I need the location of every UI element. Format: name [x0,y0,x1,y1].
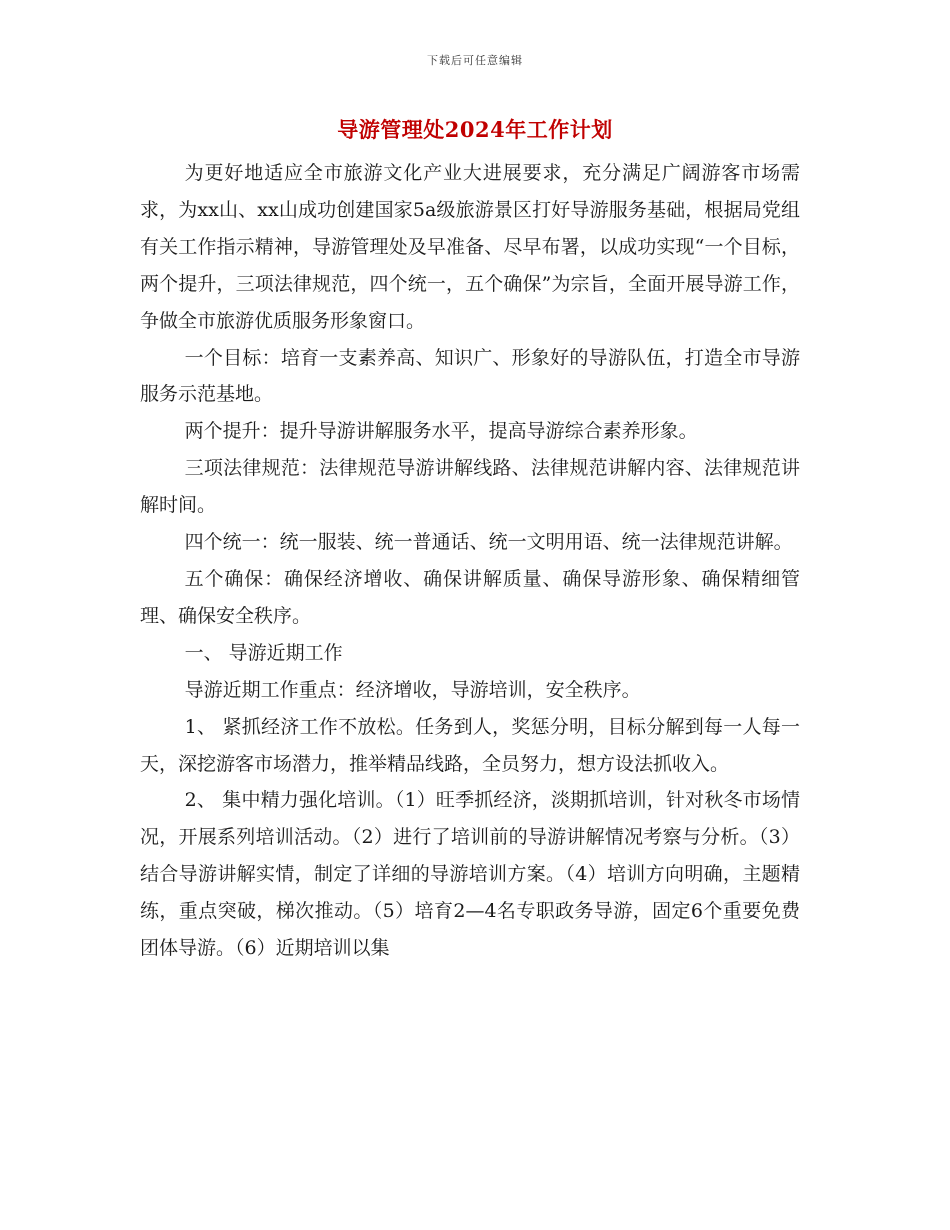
paragraph-one-goal: 一个目标：培育一支素养高、知识广、形象好的导游队伍，打造全市导游服务示范基地。 [140,346,800,406]
paragraph-four-unifications: 四个统一：统一服装、统一普通话、统一文明用语、统一法律规范讲解。 [184,531,793,554]
section-heading-recent-work: 一、 导游近期工作 [184,641,343,664]
paragraph-recent-focus: 导游近期工作重点：经济增收，导游培训，安全秩序。 [184,678,641,701]
document-body [140,155,800,967]
document-title: 导游管理处2024年工作计划 [337,117,613,142]
header-note: 下载后可任意编辑 [427,54,523,67]
paragraph-item-2: 2、 集中精力强化培训。（1）旺季抓经济，淡期抓培训，针对秋冬市场情况，开展系列培训活动。（2）进行了培训前的导游讲解情况考察与分析。（3）结合导游讲解实情，制定了详细的导游培训方案。（4）培训方向明确，主题精练，重点突破，梯次推动。（5）培育2—4名专职政务导游，固定6个重要免费团体导游。（6）近期培训以集 [140,789,800,960]
paragraph-intro: 为更好地适应全市旅游文化产业大进展要求，充分满足广阔游客市场需求，为xx山、xx山成功创建国家5a级旅游景区打好导游服务基础，根据局党组有关工作指示精神，导游管理处及早准备、尽早布署，以成功实现“一个目标，两个提升，三项法律规范，四个统一，五个确保”为宗旨，全面开展导游工作，争做全市旅游优质服务形象窗口。 [140,162,800,332]
paragraph-item-1: 1、 紧抓经济工作不放松。任务到人，奖惩分明，目标分解到每一人每一天，深挖游客市场潜力，推举精品线路，全员努力，想方设法抓收入。 [140,715,800,775]
paragraph-three-standards: 三项法律规范：法律规范导游讲解线路、法律规范讲解内容、法律规范讲解时间。 [140,457,800,517]
paragraph-five-guarantees: 五个确保：确保经济增收、确保讲解质量、确保导游形象、确保精细管理、确保安全秩序。 [140,567,800,627]
paragraph-two-improvements: 两个提升：提升导游讲解服务水平，提高导游综合素养形象。 [184,420,698,443]
